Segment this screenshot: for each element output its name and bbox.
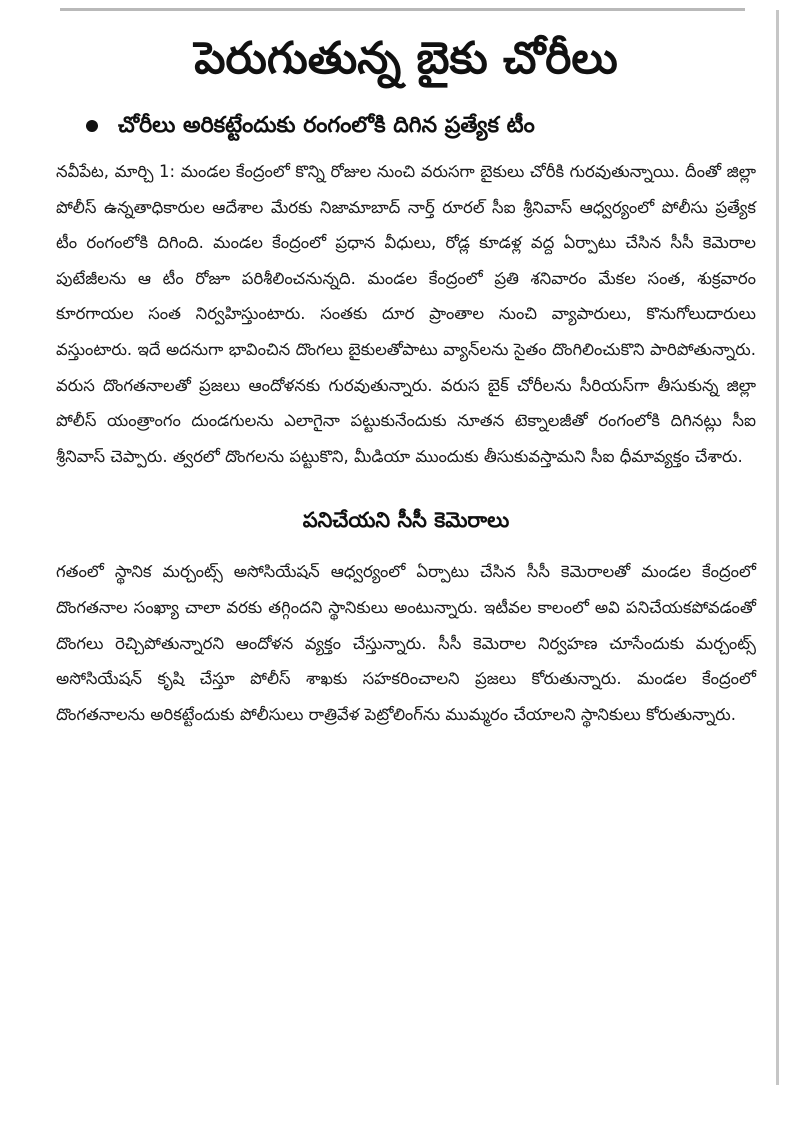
section-heading: పనిచేయని సీసీ కెమెరాలు [302,508,510,533]
article-headline: పెరుగుతున్న బైకు చోరీలు [194,33,618,84]
column-divider-line [776,10,779,1085]
article-paragraph-2: గతంలో స్థానిక మర్చంట్స్ అసోసియేషన్ ఆధ్వర్యంలో ఏర్పాటు చేసిన సీసీ కెమెరాలతో మండల కేంద్రంలో దొంగతనాల సంఖ్యా చాలా వరకు తగ్గిందని స్థానికులు అంటున్నారు. ఇటీవల కాలంలో అవి పనిచేయకపోవడంతో దొంగలు రెచ్చిపోతున్నారని ఆందోళన వ్యక్తం చేస్తున్నారు. సీసీ కెమెరాల నిర్వహణ చూసేందుకు మర్చంట్స్ అసోసియేషన్ కృషి చేస్తూ పోలీస్ శాఖకు సహకరించాలని ప్రజలు కోరుతున్నారు. మండల కేంద్రంలో దొంగతనాలను అరికట్టేందుకు పోలీసులు రాత్రివేళ పెట్రోలింగ్‌ను ముమ్మరం చేయాలని స్థానికులు కోరుతున్నారు. [56,562,756,724]
bullet-icon [86,120,98,132]
article-paragraph-1: నవీపేట, మార్చి 1: మండల కేంద్రంలో కొన్ని రోజుల నుంచి వరుసగా బైకులు చోరీకి గురవుతున్నాయి. దీంతో జిల్లా పోలీస్ ఉన్నతాధికారుల ఆదేశాల మేరకు నిజామాబాద్ నార్త్ రూరల్ సీఐ శ్రీనివాస్ ఆధ్వర్యంలో పోలీసు ప్రత్యేక టీం రంగంలోకి దిగింది. మండల కేంద్రంలో ప్రధాన వీధులు, రోడ్ల కూడళ్ల వద్ద ఏర్పాటు చేసిన సీసీ కెమెరాల పుటేజీలను ఆ టీం రోజూ పరిశీలించనున్నది. మండల కేంద్రంలో ప్రతి శనివారం మేకల సంత, శుక్రవారం కూరగాయల సంత నిర్వహిస్తుంటారు. సంతకు దూర ప్రాంతాల నుంచి వ్యాపారులు, కొనుగోలుదారులు వస్తుంటారు. ఇదే అదనుగా భావించిన దొంగలు బైకులతోపాటు వ్యాన్‌లను సైతం దొంగిలించుకొని పారిపోతున్నారు. వరుస దొంగతనాలతో ప్రజలు ఆందోళనకు గురవుతున్నారు. వరుస బైక్ చోరీలను సీరియస్‌గా తీసుకున్న జిల్లా పోలీస్ యంత్రాంగం దుండగులను ఎలాగైనా పట్టుకునేందుకు నూతన టెక్నాలజీతో రంగంలోకి దిగినట్లు సీఐ శ్రీనివాస్ చెప్పారు. త్వరలో దొంగలను పట్టుకొని, మీడియా ముందుకు తీసుకువస్తామని సీఐ ధీమావ్యక్తం చేశారు. [56,162,756,466]
top-divider-line [60,8,745,11]
subheadline-text: చోరీలు అరికట్టేందుకు రంగంలోకి దిగిన ప్రత్యేక టీం [118,113,535,138]
news-article [56,28,756,732]
article-subheadline [86,110,756,142]
